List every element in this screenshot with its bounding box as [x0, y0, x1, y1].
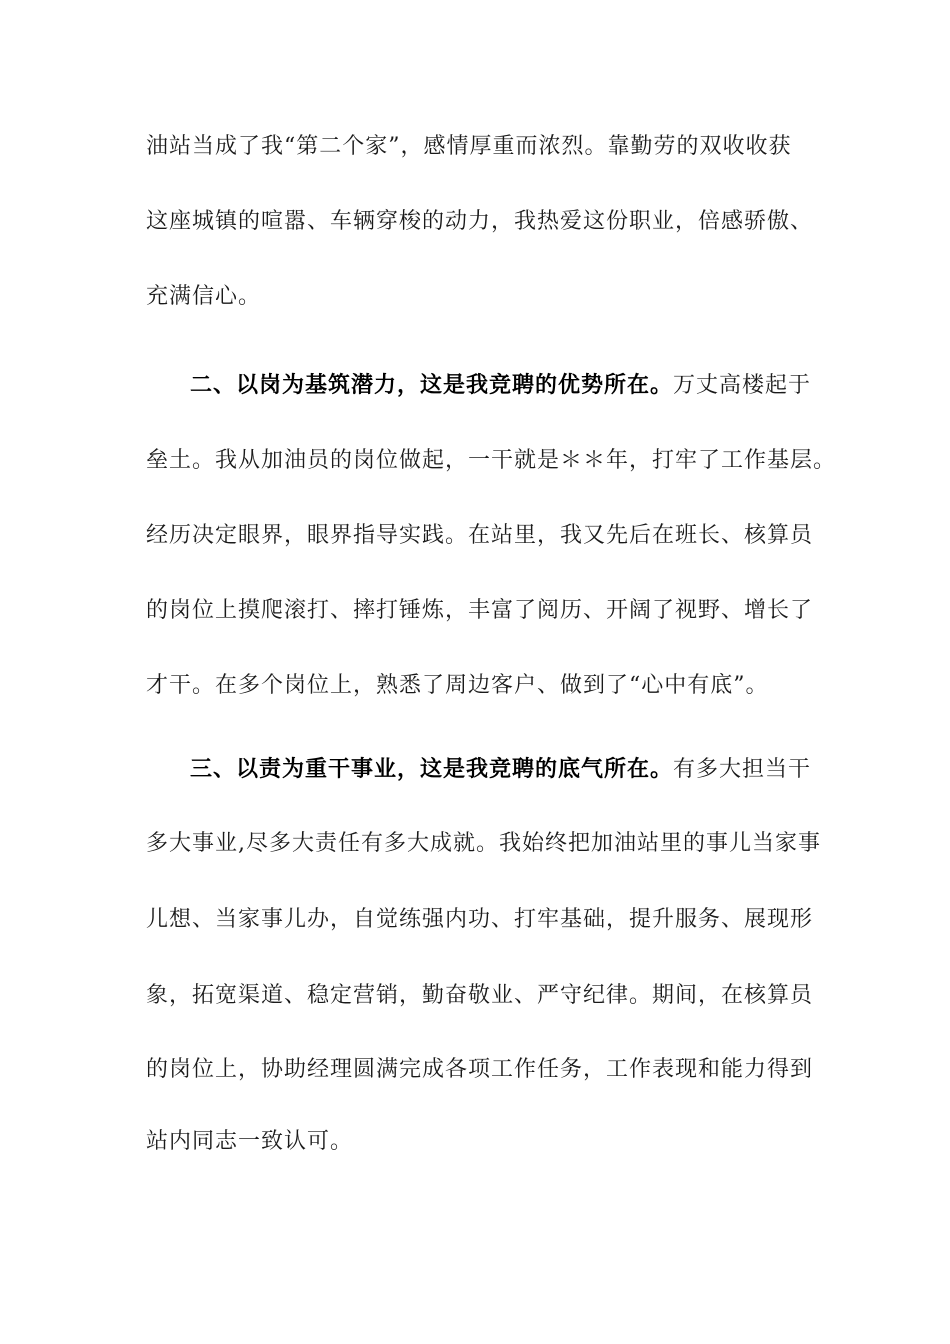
section-2-lead-text: 万丈高楼起于	[673, 373, 812, 398]
paragraph-line: 的岗位上摸爬滚打、摔打锤炼，丰富了阅历、开阔了视野、增长了	[146, 598, 814, 623]
section-3-heading: 三、以责为重干事业，这是我竞聘的底气所在。	[190, 757, 674, 782]
section-3-lead-text: 有多大担当干	[673, 757, 812, 782]
paragraph-line: 经历决定眼界，眼界指导实践。在站里，我又先后在班长、核算员	[146, 523, 814, 548]
paragraph-line: 这座城镇的喧嚣、车辆穿梭的动力，我热爱这份职业，倍感骄傲、	[146, 209, 814, 234]
paragraph-line: 油站当成了我“第二个家”，感情厚重而浓烈。靠勤劳的双收收获	[146, 134, 792, 159]
paragraph-line: 才干。在多个岗位上，熟悉了周边客户、做到了“心中有底”。	[146, 673, 769, 698]
paragraph-line: 象，拓宽渠道、稳定营销，勤奋敬业、严守纪律。期间，在核算员	[146, 983, 814, 1008]
paragraph-line: 垒土。我从加油员的岗位做起，一干就是＊＊年，打牢了工作基层。	[146, 448, 837, 473]
paragraph-line: 的岗位上，协助经理圆满完成各项工作任务，工作表现和能力得到	[146, 1057, 814, 1082]
paragraph-line: 儿想、当家事儿办，自觉练强内功、打牢基础，提升服务、展现形	[146, 907, 814, 932]
section-3-first-line	[190, 750, 811, 790]
section-2-first-line	[190, 366, 811, 406]
paragraph-line: 多大事业,尽多大责任有多大成就。我始终把加油站里的事儿当家事	[146, 831, 821, 856]
paragraph-line: 站内同志一致认可。	[146, 1129, 354, 1154]
section-2-heading: 二、以岗为基筑潜力，这是我竞聘的优势所在。	[190, 373, 674, 398]
paragraph-line: 充满信心。	[146, 284, 262, 309]
